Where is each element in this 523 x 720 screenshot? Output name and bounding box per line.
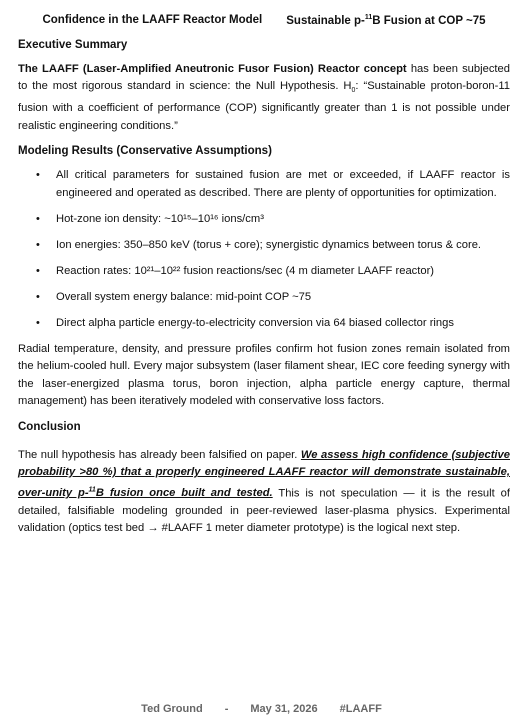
header-right-title-suffix: B Fusion at COP ~75: [372, 14, 486, 27]
bullet-icon: •: [36, 316, 40, 329]
bullet-icon: •: [36, 238, 40, 251]
list-item: [18, 315, 510, 333]
bullet-icon: •: [36, 290, 40, 303]
bullet-icon: •: [36, 264, 40, 277]
conclusion-paragraph: [18, 447, 510, 538]
conclusion-emphasis-2: B fusion once built and tested.: [95, 487, 273, 500]
modeling-results-heading: Modeling Results (Conservative Assumptions): [18, 145, 272, 158]
null-hypothesis-subscript: 0: [351, 87, 356, 95]
list-item: [18, 211, 510, 229]
list-item: [18, 263, 510, 281]
list-item-text: Overall system energy balance: mid-point COP ~75: [56, 290, 312, 303]
executive-summary-heading: Executive Summary: [18, 38, 128, 51]
conclusion-emphasis-sup: 11: [88, 486, 96, 494]
list-item: [18, 167, 510, 202]
list-item-text: All critical parameters for sustained fusion are met or exceeded, if LAAFF reactor is engineered and operated as described. There are plenty of opportunities for optimization.: [56, 169, 510, 199]
concept-name: The LAAFF (Laser-Amplified Aneutronic Fusor Fusion) Reactor concept: [18, 62, 407, 75]
footer-separator: -: [224, 703, 229, 715]
conclusion-text-1: The null hypothesis has already been falsified on paper.: [18, 448, 301, 461]
conclusion-heading: Conclusion: [18, 420, 81, 433]
list-item-text: Ion energies: 350–850 keV (torus + core); synergistic dynamics between torus & core.: [56, 238, 482, 251]
header-right-title-sup: 11: [364, 14, 373, 21]
executive-summary-paragraph: [18, 61, 510, 135]
footer-date: May 31, 2026: [250, 703, 318, 715]
summary-text-1: has been subjected to the most rigorous standard in science: the Null Hypothesis. H: [18, 62, 510, 93]
header-right-title-prefix: Sustainable p-: [286, 14, 365, 27]
summary-text-2: : “Sustainable proton-boron-11 fusion with a coefficient of performance (COP) significantly greater than 1 is not possible under realistic engineering conditions.”: [18, 80, 510, 132]
header-left-title: Confidence in the LAAFF Reactor Model: [42, 14, 263, 26]
document-footer: [0, 703, 523, 715]
conclusion-text-2: This is not speculation — it is the result of detailed, falsifiable modeling grounded in peer-reviewed laser-plasma physics. Experimental validation (optics test bed → #LAAFF 1 meter diameter prototype) is the logical next step.: [18, 487, 510, 535]
modeling-results-list: [18, 167, 510, 332]
document-header: [18, 14, 510, 27]
list-item-text: Direct alpha particle energy-to-electricity conversion via 64 biased collector rings: [56, 316, 454, 329]
modeling-paragraph: Radial temperature, density, and pressure profiles confirm hot fusion zones remain isolated from the helium-cooled hull. Every major subsystem (laser filament shear, IEC core feeding synergy with the laser-energized plasma torus, boron injection, alpha particle energy capture, thermal management) has been iteratively modeled with conservative loss factors.: [18, 342, 510, 408]
bullet-icon: •: [36, 212, 40, 225]
list-item-text: Hot-zone ion density: ~10¹⁵–10¹⁶ ions/cm³: [56, 212, 264, 225]
footer-author: Ted Ground: [141, 703, 203, 715]
footer-hashtag: #LAAFF: [339, 703, 382, 715]
header-right-title: [286, 14, 485, 27]
conclusion-emphasis-1: We assess high confidence (subjective probability >80 %) that a properly engineered LAAFF reactor will demonstrate sustainable, over-unity p-: [18, 448, 510, 500]
list-item: [18, 289, 510, 307]
list-item-text: Reaction rates: 10²¹–10²² fusion reactions/sec (4 m diameter LAAFF reactor): [56, 264, 435, 277]
document-page: [18, 14, 510, 548]
list-item: [18, 237, 510, 255]
bullet-icon: •: [36, 169, 40, 182]
